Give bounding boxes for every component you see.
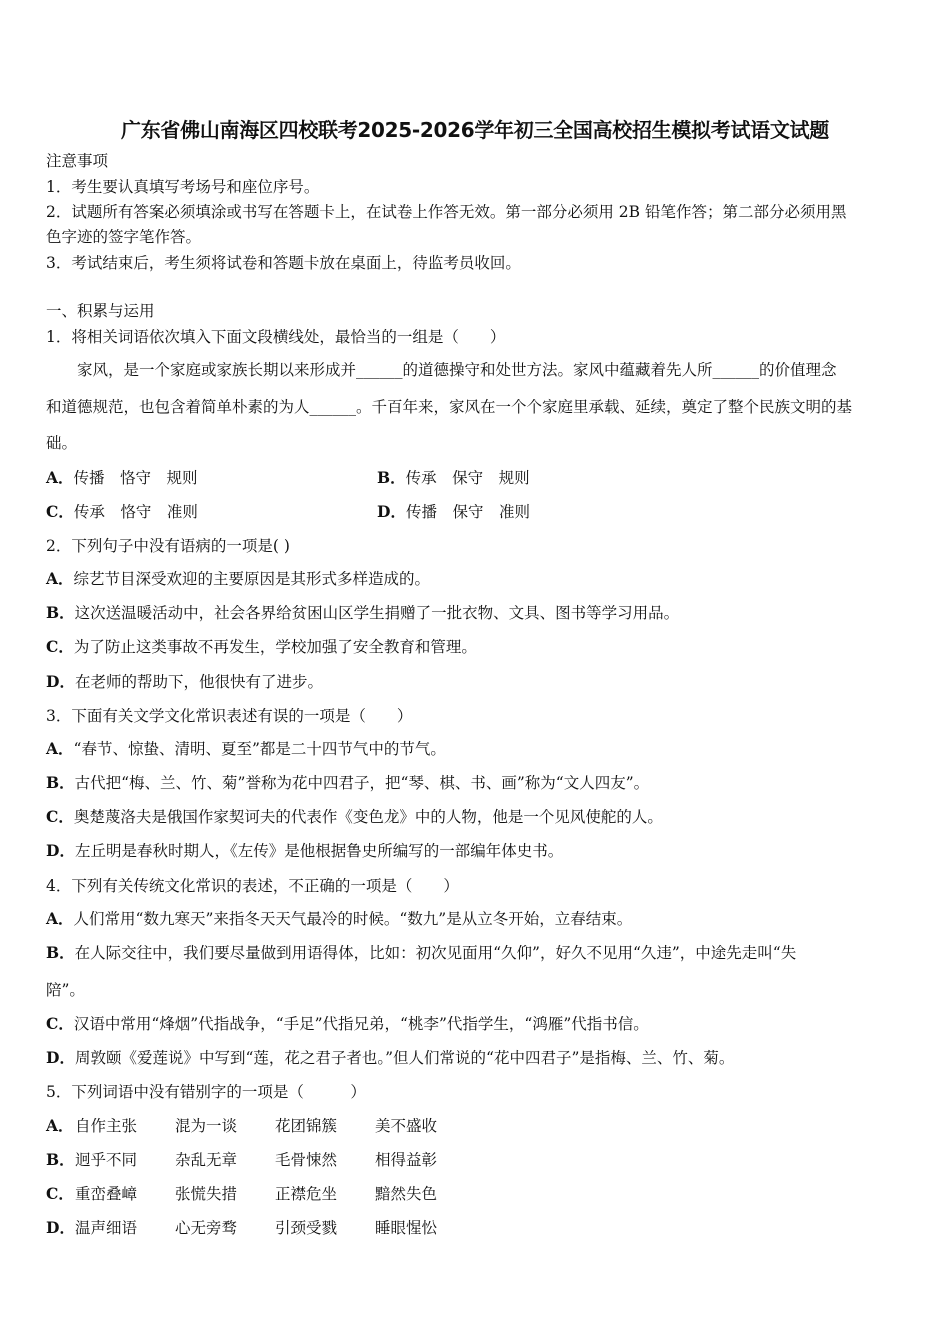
- option-label: A．: [46, 739, 74, 758]
- option-text: 在人际交往中，我们要尽量做到用语得体，比如：初次见面用“久仰”，好久不见用“久违”，中途先走叫“失: [74, 944, 797, 962]
- question-stem: 3．下面有关文学文化常识表述有误的一项是（ ）: [46, 707, 413, 725]
- option-label: C．: [46, 1184, 74, 1203]
- option-b: [46, 773, 649, 793]
- option-label: C．: [46, 637, 74, 656]
- option-label: D．: [46, 1048, 75, 1067]
- option-label: B．: [46, 603, 75, 622]
- option-label: A．: [46, 1116, 74, 1135]
- option-text: 传承 恪守 准则: [73, 503, 198, 521]
- option-word: 毛骨悚然: [275, 1151, 338, 1169]
- option-text: 为了防止这类事故不再发生，学校加强了安全教育和管理。: [73, 638, 477, 656]
- option-label: A．: [46, 909, 74, 928]
- option-word: 重峦叠嶂: [75, 1185, 138, 1203]
- option-label: B．: [46, 943, 75, 962]
- question-stem: 2．下列句子中没有语病的一项是( ): [46, 537, 290, 555]
- option-word: 引颈受戮: [275, 1219, 338, 1237]
- option-text: “春节、惊蛰、清明、夏至”都是二十四节气中的节气。: [73, 740, 446, 758]
- option-text: 奥楚蔑洛夫是俄国作家契诃夫的代表作《变色龙》中的人物，他是一个见风使舵的人。: [73, 808, 663, 826]
- option-label: B．: [46, 1150, 75, 1169]
- option-b: [46, 1150, 475, 1170]
- option-label: B．: [377, 468, 406, 487]
- option-word: 睡眼惺忪: [375, 1219, 438, 1237]
- option-a: [46, 909, 632, 929]
- option-d: [46, 841, 563, 861]
- option-label: D．: [46, 672, 75, 691]
- option-word: 花团锦簇: [275, 1117, 338, 1135]
- question-stem: 4．下列有关传统文化常识的表述，不正确的一项是（ ）: [46, 877, 459, 895]
- option-label: B．: [46, 773, 75, 792]
- option-text: 综艺节目深受欢迎的主要原因是其形式多样造成的。: [73, 570, 431, 588]
- option-a: [46, 569, 430, 589]
- option-b-continued: [46, 980, 85, 1000]
- option-word: 温声细语: [75, 1219, 138, 1237]
- option-text: 在老师的帮助下，他很快有了进步。: [74, 673, 323, 691]
- option-word: 黯然失色: [375, 1185, 438, 1203]
- notice-item: 色字迹的签字笔作答。: [46, 228, 202, 246]
- option-text: 汉语中常用“烽烟”代指战争，“手足”代指兄弟，“桃李”代指学生，“鸿雁”代指书信。: [73, 1015, 649, 1033]
- option-b: [46, 943, 796, 963]
- option-text: 传播 恪守 规则: [73, 469, 198, 487]
- option-word: 正襟危坐: [275, 1185, 338, 1203]
- option-label: A．: [46, 569, 74, 588]
- option-a: [46, 739, 446, 759]
- option-label: D．: [46, 841, 75, 860]
- page-title: 广东省佛山南海区四校联考2025-2026学年初三全国高校招生模拟考试语文试题: [121, 118, 829, 142]
- option-text: 周敦颐《爱莲说》中写到“莲，花之君子者也。”但人们常说的“花中四君子”是指梅、兰、竹、菊。: [74, 1049, 735, 1067]
- option-label: C．: [46, 807, 74, 826]
- option-label: D．: [46, 1218, 75, 1237]
- option-word: 张慌失措: [175, 1185, 238, 1203]
- option-d: [46, 1218, 475, 1238]
- notice-item: 2．试题所有答案必须填涂或书写在答题卡上，在试卷上作答无效。第一部分必须用 2B 铅笔作答；第二部分必须用黑: [46, 203, 847, 221]
- option-text: 传播 保守 准则: [405, 503, 530, 521]
- option-a: [46, 468, 198, 488]
- option-c: [46, 1184, 475, 1204]
- option-label: A．: [46, 468, 74, 487]
- option-text: 人们常用“数九寒天”来指冬天天气最冷的时候。“数九”是从立冬开始，立春结束。: [73, 910, 633, 928]
- option-d: [46, 672, 323, 692]
- option-word: 心无旁骛: [175, 1219, 238, 1237]
- option-text: 左丘明是春秋时期人，《左传》是他根据鲁史所编写的一部编年体史书。: [74, 842, 564, 860]
- question-stem: 5．下列词语中没有错别字的一项是（ ）: [46, 1083, 366, 1101]
- option-label: C．: [46, 502, 74, 521]
- option-a: [46, 1116, 475, 1136]
- option-c: [46, 502, 198, 522]
- option-d: [377, 502, 530, 522]
- option-word: 美不盛收: [375, 1117, 438, 1135]
- option-text: 传承 保守 规则: [405, 469, 530, 487]
- passage-line: 家风，是一个家庭或家族长期以来形成并______的道德操守和处世方法。家风中蕴藏着先人所______的价值理念: [46, 361, 837, 379]
- option-text: 这次送温暖活动中，社会各界给贫困山区学生捐赠了一批衣物、文具、图书等学习用品。: [74, 604, 680, 622]
- notice-item: 3．考试结束后，考生须将试卷和答题卡放在桌面上，待监考员收回。: [46, 254, 521, 272]
- option-word: 迥乎不同: [75, 1151, 138, 1169]
- option-word: 杂乱无章: [175, 1151, 238, 1169]
- option-d: [46, 1048, 734, 1068]
- option-word: 混为一谈: [175, 1117, 238, 1135]
- option-word: 相得益彰: [375, 1151, 438, 1169]
- option-c: [46, 637, 477, 657]
- passage-line: 础。: [46, 434, 78, 452]
- option-b: [377, 468, 530, 488]
- option-word: 自作主张: [75, 1117, 138, 1135]
- option-c: [46, 1014, 649, 1034]
- option-label: C．: [46, 1014, 74, 1033]
- option-b: [46, 603, 679, 623]
- option-text: 古代把“梅、兰、竹、菊”誉称为花中四君子，把“琴、棋、书、画”称为“文人四友”。: [74, 774, 650, 792]
- option-c: [46, 807, 663, 827]
- option-label: D．: [377, 502, 406, 521]
- notice-heading: 注意事项: [46, 152, 109, 170]
- passage-line: 和道德规范，也包含着简单朴素的为人______。千百年来，家风在一个个家庭里承载、延续，奠定了整个民族文明的基: [46, 398, 853, 416]
- notice-item: 1．考生要认真填写考场号和座位序号。: [46, 178, 320, 196]
- question-stem: 1．将相关词语依次填入下面文段横线处，最恰当的一组是（ ）: [46, 328, 506, 346]
- option-text: 陪”。: [46, 981, 85, 999]
- section-heading: 一、积累与运用: [46, 302, 155, 320]
